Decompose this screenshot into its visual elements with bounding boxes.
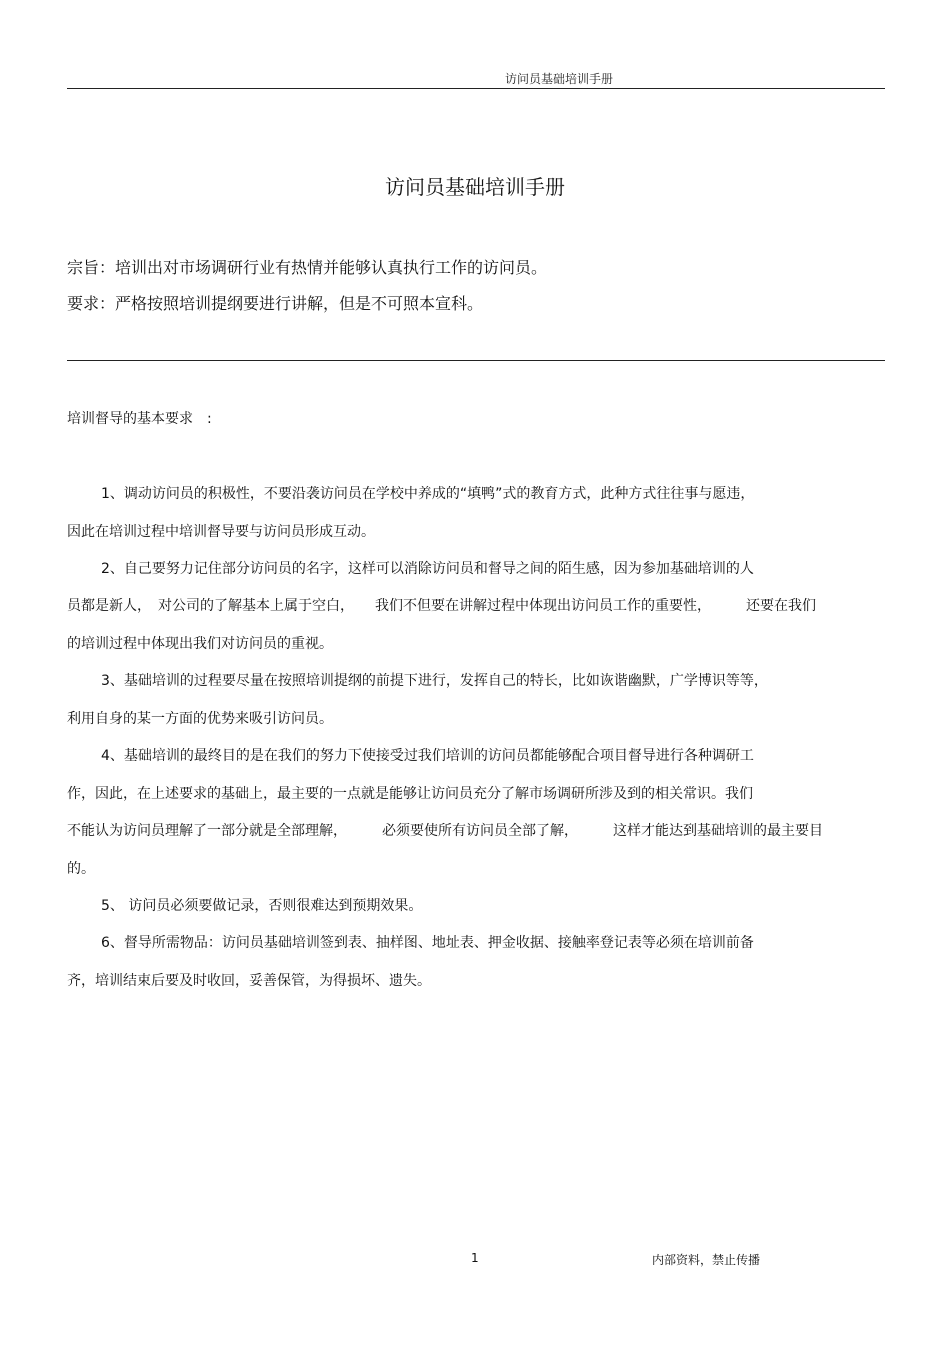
body-line: 2、自己要努力记住部分访问员的名字，这样可以消除访问员和督导之间的陌生感，因为参加基础培训的人 (101, 561, 754, 577)
running-header: 访问员基础培训手册 (505, 72, 614, 86)
body-line: 利用自身的某一方面的优势来吸引访问员。 (67, 711, 333, 727)
body-line: 的培训过程中体现出我们对访问员的重视。 (67, 636, 333, 652)
page-number: 1 (471, 1251, 479, 1265)
purpose-statement: 宗旨：培训出对市场调研行业有热情并能够认真执行工作的访问员。 (67, 258, 548, 277)
section-heading: 培训督导的基本要求 : (67, 411, 212, 427)
body-line: 不能认为访问员理解了一部分就是全部理解， 必须要使所有访问员全部了解， 这样才能达到基础培训的最主要目 (67, 823, 823, 839)
body-line: 5、 访问员必须要做记录，否则很难达到预期效果。 (101, 898, 423, 914)
body-line: 1、调动访问员的积极性，不要沿袭访问员在学校中养成的“填鸭”式的教育方式，此种方式往往事与愿违， (101, 486, 755, 502)
body-line: 因此在培训过程中培训督导要与访问员形成互动。 (67, 524, 375, 540)
header-rule (67, 88, 885, 89)
body-line: 员都是新人， 对公司的了解基本上属于空白， 我们不但要在讲解过程中体现出访问员工作的重要性， 还要在我们 (67, 598, 816, 614)
confidential-note: 内部资料，禁止传播 (652, 1253, 761, 1267)
section-divider (67, 360, 885, 361)
document-title: 访问员基础培训手册 (385, 175, 565, 199)
body-line: 作，因此，在上述要求的基础上，最主要的一点就是能够让访问员充分了解市场调研所涉及到的相关常识。我们 (67, 786, 753, 802)
body-line: 4、基础培训的最终目的是在我们的努力下使接受过我们培训的访问员都能够配合项目督导进行各种调研工 (101, 748, 754, 764)
body-line: 6、督导所需物品：访问员基础培训签到表、抽样图、地址表、押金收据、接触率登记表等必须在培训前备 (101, 935, 754, 951)
requirement-statement: 要求：严格按照培训提纲要进行讲解，但是不可照本宣科。 (67, 294, 484, 313)
body-line: 的。 (67, 861, 95, 877)
body-line: 3、基础培训的过程要尽量在按照培训提纲的前提下进行，发挥自己的特长，比如诙谐幽默，广学博识等等， (101, 673, 768, 689)
body-line: 齐，培训结束后要及时收回，妥善保管，为得损坏、遗失。 (67, 973, 431, 989)
